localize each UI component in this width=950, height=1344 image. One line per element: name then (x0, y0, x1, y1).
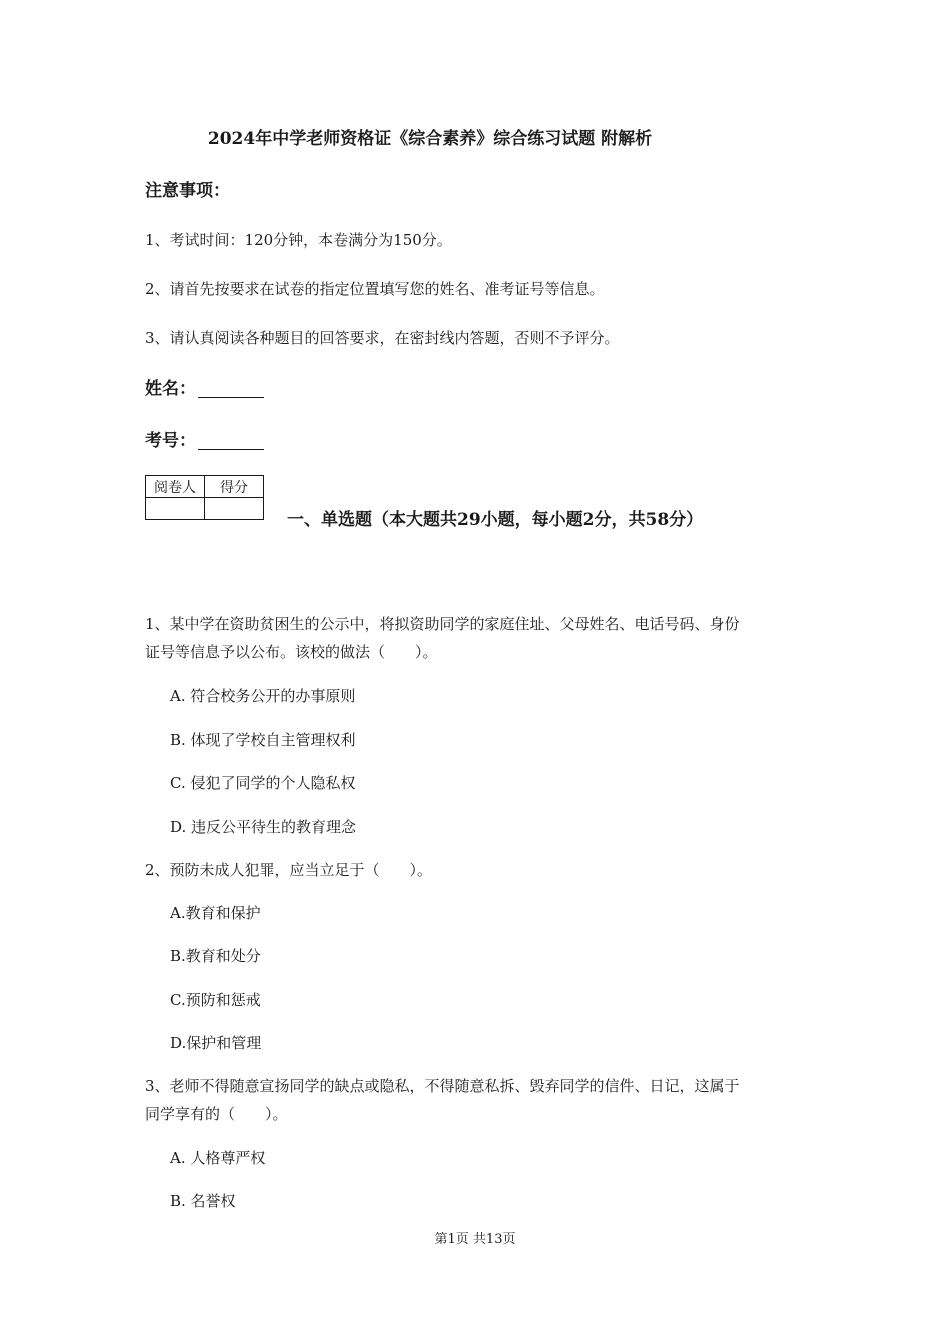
question-option: B.教育和处分 (170, 947, 261, 965)
score-table-cell-grader[interactable] (146, 498, 205, 520)
notice-heading: 注意事项： (145, 181, 230, 201)
notice-item: 1、考试时间：120分钟，本卷满分为150分。 (145, 231, 452, 249)
question-option: D. 违反公平待生的教育理念 (170, 818, 357, 836)
exam-number-blank[interactable] (198, 433, 264, 450)
question-option: D.保护和管理 (170, 1034, 262, 1052)
score-table-header-score: 得分 (205, 476, 264, 498)
exam-number-label: 考号： (145, 431, 196, 451)
score-table-header-grader: 阅卷人 (146, 476, 205, 498)
question-option: C. 侵犯了同学的个人隐私权 (170, 774, 356, 792)
question-stem: 3、老师不得随意宣扬同学的缺点或隐私，不得随意私拆、毁弃同学的信件、日记，这属于 (145, 1077, 740, 1095)
question-stem: 2、预防未成人犯罪，应当立足于（ ）。 (145, 861, 433, 879)
question-stem: 同学享有的（ ）。 (145, 1105, 288, 1123)
question-option: A.教育和保护 (170, 904, 261, 922)
page-footer: 第1页 共13页 (434, 1232, 516, 1247)
notice-item: 2、请首先按要求在试卷的指定位置填写您的姓名、准考证号等信息。 (145, 280, 605, 298)
name-label: 姓名： (145, 379, 196, 399)
question-option: B. 体现了学校自主管理权利 (170, 731, 356, 749)
question-stem: 1、某中学在资助贫困生的公示中，将拟资助同学的家庭住址、父母姓名、电话号码、身份 (145, 615, 740, 633)
score-table (145, 475, 264, 520)
notice-item: 3、请认真阅读各种题目的回答要求，在密封线内答题，否则不予评分。 (145, 329, 620, 347)
exam-number-field (145, 426, 264, 451)
question-option: A. 符合校务公开的办事原则 (170, 687, 356, 705)
section-title: 一、单选题（本大题共29小题，每小题2分，共58分） (287, 510, 704, 530)
question-option: C.预防和惩戒 (170, 991, 261, 1009)
name-field (145, 374, 264, 399)
question-stem: 证号等信息予以公布。该校的做法（ ）。 (145, 643, 438, 661)
name-blank[interactable] (198, 381, 264, 398)
document-title: 2024年中学老师资格证《综合素养》综合练习试题 附解析 (207, 129, 653, 149)
score-table-cell-score[interactable] (205, 498, 264, 520)
question-option: B. 名誉权 (170, 1192, 236, 1210)
question-option: A. 人格尊严权 (170, 1149, 266, 1167)
